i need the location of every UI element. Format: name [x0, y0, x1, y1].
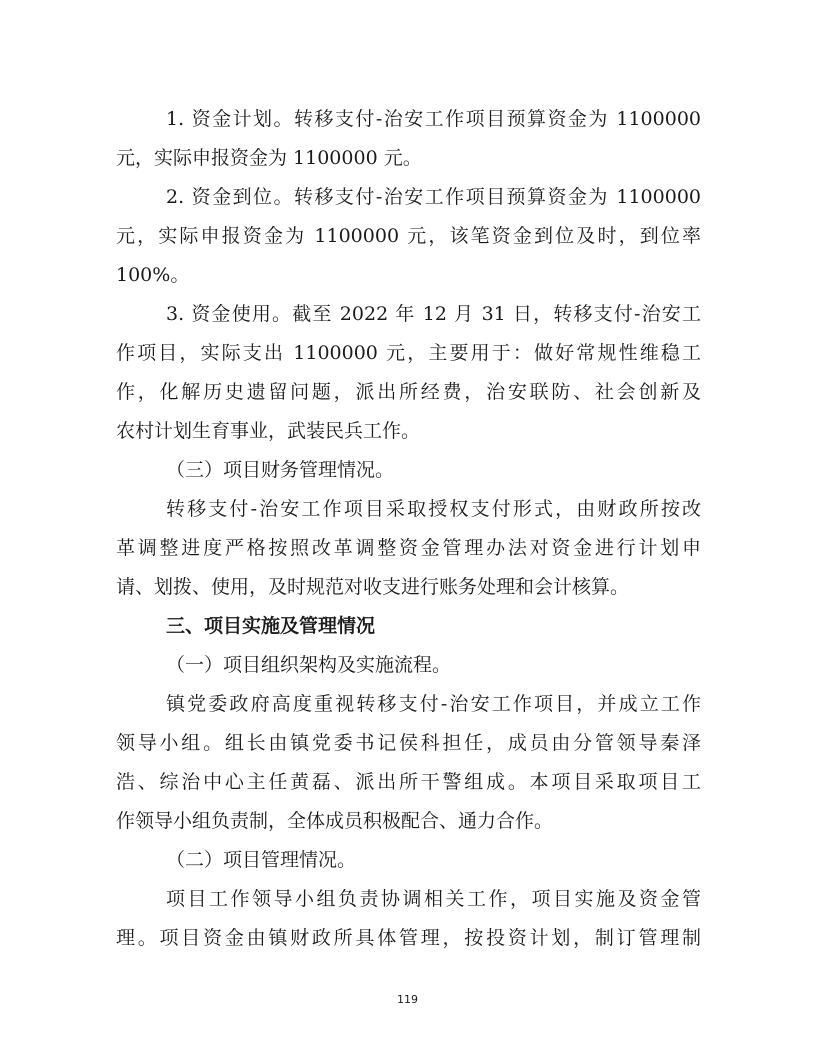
text-line: 元，实际申报资金为 1100000 元，该笔资金到位及时，到位率	[116, 225, 701, 247]
text-line: 元，实际申报资金为 1100000 元。	[116, 147, 422, 169]
text-line: 项目工作领导小组负责协调相关工作，项目实施及资金管	[166, 888, 701, 910]
text-line: 理。项目资金由镇财政所具体管理，按投资计划，制订管理制	[116, 927, 701, 949]
section-subheading: （二）项目管理情况。	[166, 849, 357, 871]
text-line: 领导小组。组长由镇党委书记侯科担任，成员由分管领导秦泽	[116, 732, 701, 754]
text-line: 革调整进度严格按照改革调整资金管理办法对资金进行计划申	[116, 537, 701, 559]
text-line: 2. 资金到位。转移支付-治安工作项目预算资金为 1100000	[166, 186, 701, 208]
text-line: 3. 资金使用。截至 2022 年 12 月 31 日，转移支付-治安工	[166, 303, 701, 325]
text-line: 100%。	[116, 264, 190, 286]
section-subheading: （一）项目组织架构及实施流程。	[166, 654, 452, 676]
text-line: 请、划拨、使用，及时规范对收支进行账务处理和会计核算。	[116, 576, 630, 598]
text-line: 作领导小组负责制，全体成员积极配合、通力合作。	[116, 810, 554, 832]
text-line: 作项目，实际支出 1100000 元，主要用于：做好常规性维稳工	[116, 342, 701, 364]
text-line: 转移支付-治安工作项目采取授权支付形式，由财政所按改	[166, 498, 701, 520]
text-line: 浩、综治中心主任黄磊、派出所干警组成。本项目采取项目工	[116, 771, 701, 793]
text-line: 农村计划生育事业，武装民兵工作。	[116, 420, 421, 442]
text-line: 镇党委政府高度重视转移支付-治安工作项目，并成立工作	[166, 693, 701, 715]
text-line: 1. 资金计划。转移支付-治安工作项目预算资金为 1100000	[166, 108, 701, 130]
text-line: 作，化解历史遗留问题，派出所经费，治安联防、社会创新及	[116, 381, 701, 403]
document-body	[116, 100, 701, 958]
section-subheading: （三）项目财务管理情况。	[166, 459, 395, 481]
page-number: 119	[397, 993, 418, 1006]
section-heading: 三、项目实施及管理情况	[166, 615, 376, 637]
